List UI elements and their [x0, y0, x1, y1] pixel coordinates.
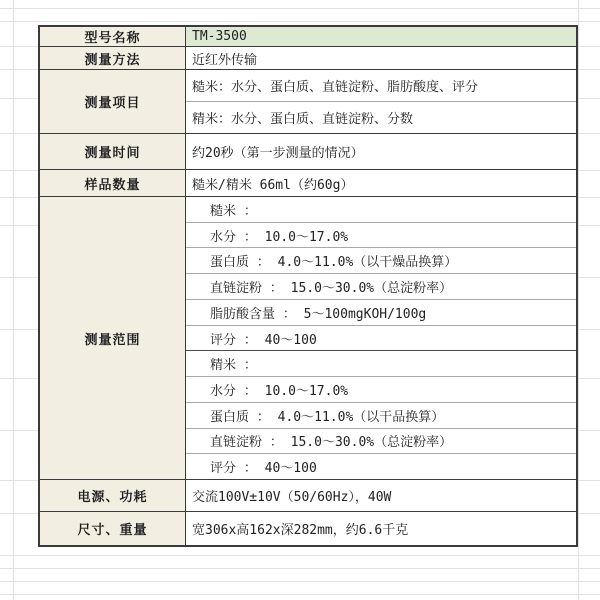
spec-label-method[interactable]: 测量方法	[40, 47, 186, 69]
gridline-horizontal	[0, 594, 600, 595]
range-polished-score[interactable]: 评分 ： 40～100	[186, 454, 576, 479]
spec-label-power[interactable]: 电源、功耗	[40, 480, 186, 511]
spec-label-range[interactable]: 测量范围	[40, 197, 186, 479]
items-polished-rice[interactable]: 精米：水分、蛋白质、直链淀粉、分数	[186, 102, 576, 133]
spec-value-model[interactable]: TM-3500	[186, 27, 576, 46]
spec-value-items	[186, 70, 576, 133]
gridline-horizontal	[0, 581, 600, 582]
table-row	[40, 512, 576, 545]
spec-label-sample[interactable]: 样品数量	[40, 170, 186, 196]
table-row	[40, 480, 576, 512]
spec-label-items[interactable]: 测量项目	[40, 70, 186, 133]
spec-value-size[interactable]: 宽306x高162x深282mm，约6.6千克	[186, 512, 576, 545]
range-polished-protein[interactable]: 蛋白质 ： 4.0～11.0%（以干品换算）	[186, 403, 576, 429]
range-brown-score[interactable]: 评分 ： 40～100	[186, 326, 576, 352]
range-polished-moisture[interactable]: 水分 ： 10.0～17.0%	[186, 377, 576, 403]
gridline-horizontal	[0, 21, 600, 22]
spec-table	[38, 25, 578, 547]
spec-label-size[interactable]: 尺寸、重量	[40, 512, 186, 545]
range-brown-moisture[interactable]: 水分 ： 10.0～17.0%	[186, 223, 576, 249]
gridline-vertical	[578, 0, 579, 600]
table-row	[40, 70, 576, 134]
spec-value-sample[interactable]: 糙米/精米 66ml（约60g）	[186, 170, 576, 196]
range-brown-fattyacid[interactable]: 脂肪酸含量 ： 5～100mgKOH/100g	[186, 300, 576, 326]
range-polished-header[interactable]: 精米 ：	[186, 351, 576, 377]
spec-value-time[interactable]: 约20秒（第一步测量的情况）	[186, 134, 576, 169]
range-brown-header[interactable]: 糙米 ：	[186, 197, 576, 223]
spec-label-model[interactable]: 型号名称	[40, 27, 186, 46]
table-row	[40, 197, 576, 480]
items-brown-rice[interactable]: 糙米：水分、蛋白质、直链淀粉、脂肪酸度、评分	[186, 70, 576, 102]
gridline-horizontal	[0, 8, 600, 9]
gridline-vertical	[13, 0, 14, 600]
spec-value-range	[186, 197, 576, 479]
table-row	[40, 27, 576, 47]
table-row	[40, 47, 576, 70]
table-row	[40, 134, 576, 170]
range-polished-amylose[interactable]: 直链淀粉 ： 15.0～30.0%（总淀粉率）	[186, 429, 576, 455]
spec-label-time[interactable]: 测量时间	[40, 134, 186, 169]
range-brown-amylose[interactable]: 直链淀粉 ： 15.0～30.0%（总淀粉率）	[186, 274, 576, 300]
spec-value-power[interactable]: 交流100V±10V（50/60Hz），40W	[186, 480, 576, 511]
gridline-horizontal	[0, 568, 600, 569]
gridline-horizontal	[0, 555, 600, 556]
spec-value-method[interactable]: 近红外传输	[186, 47, 576, 69]
range-brown-protein[interactable]: 蛋白质 ： 4.0～11.0%（以干燥品换算）	[186, 248, 576, 274]
table-row	[40, 170, 576, 197]
